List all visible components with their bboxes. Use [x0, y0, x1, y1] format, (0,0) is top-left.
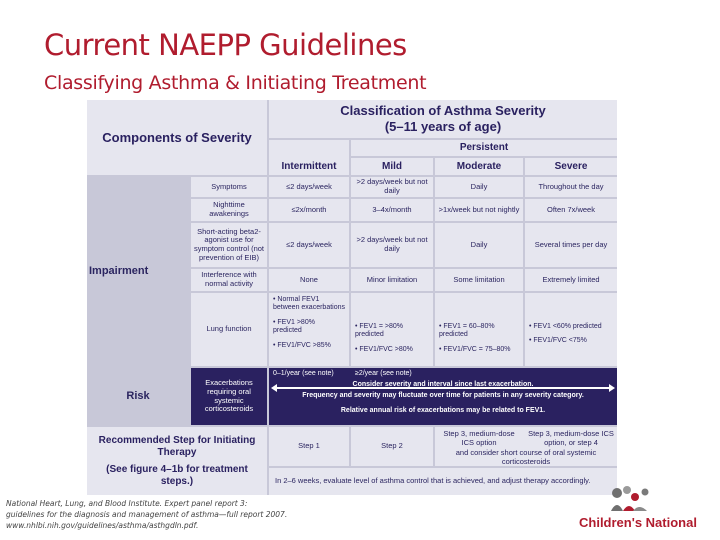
components-header-text: Components of Severity: [102, 129, 252, 145]
risk-label: Risk: [87, 368, 189, 425]
lung-mild-item: • FEV1/FVC >80%: [355, 345, 413, 353]
classification-title: Classification of Asthma Severity: [340, 103, 546, 119]
step-consider-note: and consider short course of oral systemic corticosteroids: [455, 448, 597, 466]
interference-intermittent: None: [269, 269, 349, 291]
components-header: [87, 100, 267, 175]
interference-mild: Minor limitation: [351, 269, 433, 291]
figure-note: (See figure 4–1b for treatment steps.): [106, 464, 248, 487]
lung-mild: [351, 293, 433, 366]
symptoms-moderate: Daily: [435, 177, 523, 197]
lung-mild-item: • FEV1 = >80% predicted: [355, 323, 403, 339]
step-mild: Step 2: [351, 427, 433, 466]
column-header-mild: Mild: [351, 158, 433, 175]
column-header-severe: Severe: [525, 158, 617, 175]
lung-moderate-item: • FEV1/FVC = 75–80%: [439, 345, 511, 353]
recommended-step-header: [87, 427, 267, 495]
lung-severe-item: • FEV1/FVC <75%: [529, 337, 587, 345]
nighttime-mild: 3–4x/month: [351, 199, 433, 221]
step-moderate: Step 3, medium-dose ICS option: [443, 429, 515, 447]
lung-intermittent: [269, 293, 349, 366]
exacerbations-note-2: Frequency and severity may fluctuate over time for patients in any severity category.: [302, 392, 584, 400]
column-header-moderate: Moderate: [435, 158, 523, 175]
lung-intermittent-item: • Normal FEV1 between exacerbations: [273, 296, 345, 312]
exacerbations-persistent: ≥2/year (see note): [355, 370, 412, 378]
classification-header: [269, 100, 617, 138]
lung-intermittent-item: • FEV1 >80% predicted: [273, 318, 315, 335]
symptoms-severe: Throughout the day: [525, 177, 617, 197]
logo-text: Children's National: [579, 515, 697, 530]
lung-moderate: [435, 293, 523, 366]
step-intermittent: Step 1: [269, 427, 349, 466]
saba-moderate: Daily: [435, 223, 523, 267]
row-label-symptoms: Symptoms: [191, 177, 267, 197]
citation-line: guidelines for the diagnosis and management of asthma—full report 2007.: [6, 509, 288, 519]
slide-title: Current NAEPP Guidelines: [44, 28, 407, 62]
symptoms-intermittent: ≤2 days/week: [269, 177, 349, 197]
symptoms-mild: >2 days/week but not daily: [351, 177, 433, 197]
nighttime-intermittent: ≤2x/month: [269, 199, 349, 221]
saba-mild: >2 days/week but not daily: [351, 223, 433, 267]
step-severe: Step 3, medium-dose ICS option, or step 4: [528, 429, 614, 447]
impairment-label: Impairment: [87, 177, 189, 366]
interference-severe: Extremely limited: [525, 269, 617, 291]
citation: [6, 499, 287, 532]
citation-link: www.nhlbi.nih.gov/guidelines/asthma/asthgdln.pdf.: [6, 520, 199, 530]
slide-subtitle: Classifying Asthma & Initiating Treatment: [44, 72, 427, 94]
severity-table: [87, 100, 617, 495]
lung-severe: [525, 293, 617, 366]
citation-line: National Heart, Lung, and Blood Institute. Expert panel report 3:: [6, 499, 248, 508]
row-label-saba: Short-acting beta2-agonist use for symptom control (not prevention of EIB): [191, 223, 267, 267]
saba-intermittent: ≤2 days/week: [269, 223, 349, 267]
interference-moderate: Some limitation: [435, 269, 523, 291]
childrens-figures-icon: [605, 485, 675, 515]
recommended-step-label: Recommended Step for Initiating Therapy: [98, 435, 256, 458]
exacerbations-note-1: Consider severity and interval since last exacerbation.: [352, 381, 534, 389]
nighttime-moderate: >1x/week but not nightly: [435, 199, 523, 221]
persistent-header-text: Persistent: [459, 142, 509, 154]
nighttime-severe: Often 7x/week: [525, 199, 617, 221]
column-header-intermittent: Intermittent: [269, 140, 349, 175]
saba-severe: Several times per day: [525, 223, 617, 267]
row-label-exacerbations: Exacerbations requiring oral systemic corticosteroids: [191, 368, 267, 425]
classification-subtitle: (5–11 years of age): [384, 119, 502, 134]
childrens-national-logo: [575, 485, 705, 535]
step-followup-note: In 2–6 weeks, evaluate level of asthma control that is achieved, and adjust therapy accordingly.: [269, 468, 617, 495]
exacerbations-note-3: Relative annual risk of exacerbations may be related to FEV1.: [340, 406, 546, 414]
persistent-header: [351, 140, 617, 156]
row-label-nighttime: Nighttime awakenings: [191, 199, 267, 221]
lung-moderate-item: • FEV1 = 60–80% predicted: [439, 323, 495, 339]
lung-severe-item: • FEV1 <60% predicted: [529, 323, 602, 330]
row-label-lung-function: Lung function: [191, 293, 267, 366]
exacerbations-intermittent: 0–1/year (see note): [273, 370, 334, 378]
lung-intermittent-item: • FEV1/FVC >85%: [273, 341, 331, 349]
row-label-interference: Interference with normal activity: [191, 269, 267, 291]
